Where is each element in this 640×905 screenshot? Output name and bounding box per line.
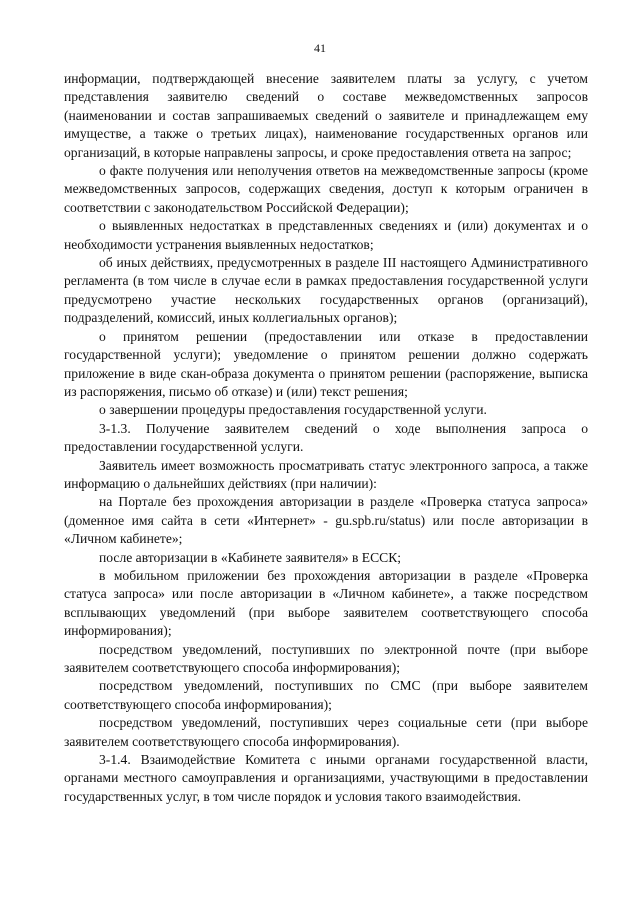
paragraph-11: в мобильном приложении без прохождения авторизации в разделе «Проверка статуса запроса» или после авторизации в «Личном кабинете», а также посредством всплывающих уведомлений (при выборе заявителем соответствующего способа информирования); — [64, 567, 588, 639]
paragraph-14: посредством уведомлений, поступивших через социальные сети (при выборе заявителем соответствующего способа информирования). — [64, 715, 588, 749]
paragraph-6: о завершении процедуры предоставления государственной услуги. — [99, 402, 487, 418]
paragraph-15: 3-1.4. Взаимодействие Комитета с иными органами государственной власти, органами местного самоуправления и организациями, участвующими в предоставлении государственных услуг, в том числе порядок и условия такого взаимодействия. — [64, 752, 588, 804]
paragraph-3: о выявленных недостатках в представленных сведениях и (или) документах и о необходимости устранения выявленных недостатков; — [64, 218, 588, 252]
paragraph-13: посредством уведомлений, поступивших по СМС (при выборе заявителем соответствующего способа информирования); — [64, 678, 588, 712]
paragraph-2: о факте получения или неполучения ответов на межведомственные запросы (кроме межведомственных запросов, содержащих сведения, доступ к которым ограничен в соответствии с законодательством Российской Федерации); — [64, 163, 588, 215]
paragraph-9: на Портале без прохождения авторизации в разделе «Проверка статуса запроса» (доменное имя сайта в сети «Интернет» - gu.spb.ru/status) или после авторизации в «Личном кабинете»; — [64, 494, 588, 547]
paragraph-8: Заявитель имеет возможность просматривать статус электронного запроса, а также информацию о дальнейших действиях (при наличии): — [64, 457, 588, 491]
paragraph-1: информации, подтверждающей внесение заявителем платы за услугу, с учетом представления заявителю сведений о составе межведомственных запросов (наименовании и состав запрашиваемых сведений о заявителе и принадлежащем ему имуществе, а также о третьих лицах), наименование государственных органов или организаций, в которые направлены запросы, и сроке предоставления ответа на запрос; — [64, 71, 588, 160]
document-body — [64, 70, 588, 806]
paragraph-7: 3-1.3. Получение заявителем сведений о ходе выполнения запроса о предоставлении государственной услуги. — [64, 420, 588, 455]
page-number: 41 — [314, 41, 326, 55]
paragraph-5: о принятом решении (предоставлении или отказе в предоставлении государственной услуги); уведомление о принятом решении должно содержать приложение в виде скан-образа документа о принятом решении (распоряжение, выписка из распоряжения, письмо об отказе) и (или) текст решения; — [64, 328, 588, 399]
paragraph-12: посредством уведомлений, поступивших по электронной почте (при выборе заявителем соответствующего способа информирования); — [64, 641, 588, 675]
paragraph-10: после авторизации в «Кабинете заявителя» в ЕССК; — [99, 549, 402, 565]
paragraph-4: об иных действиях, предусмотренных в разделе III настоящего Административного регламента (в том числе в случае если в рамках предоставления государственной услуги предусмотрено участие нескольких государственных органов (организаций), подразделений, комиссий, иных коллегиальных органов); — [64, 255, 588, 326]
